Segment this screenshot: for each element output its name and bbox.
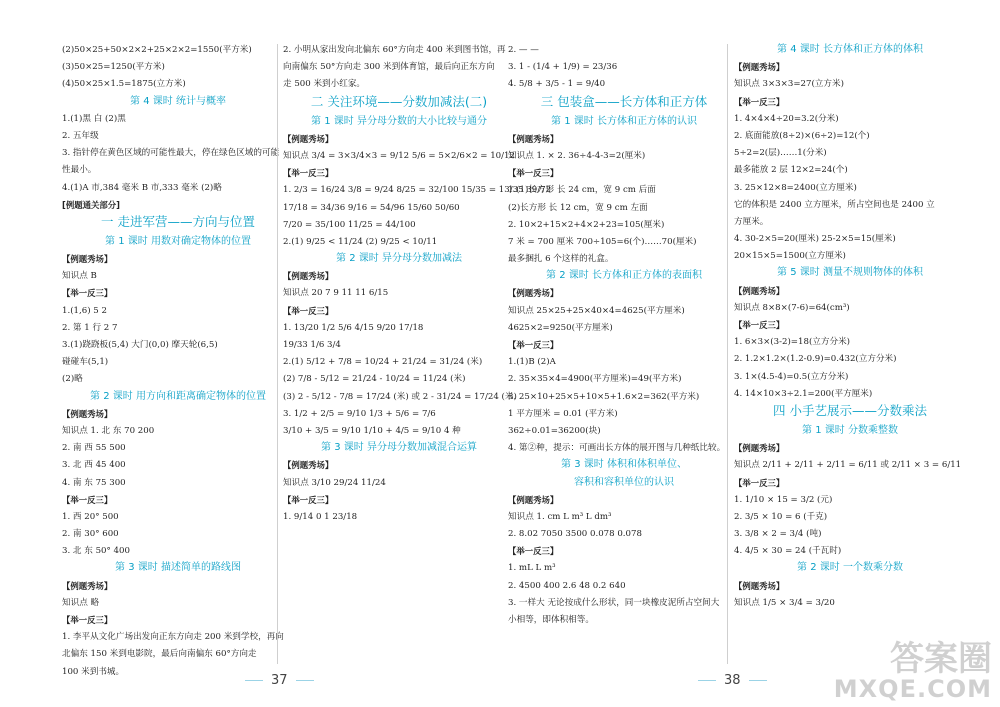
answer-line: 知识点 3/4 = 3×3/4×3 = 9/12 5/6 = 5×2/6×2 = 10/12: [283, 150, 515, 161]
answer-line: 知识点 1. cm L m³ L dm³: [508, 511, 612, 522]
answer-line: 2. 1.2×1.2×(1.2-0.9)=0.432(立方分米): [734, 354, 897, 365]
section-tag: 【例题秀场】: [283, 460, 334, 471]
answer-line: 100 米到书城。: [62, 666, 125, 677]
answer-line: 5÷2=2(层)……1(分米): [734, 148, 827, 159]
answer-line: 4. 4/5 × 30 = 24 (千瓦时): [734, 546, 842, 557]
answer-line: 2. 小明从家出发向北偏东 60°方向走 400 米到图书馆，再: [283, 45, 506, 55]
answer-line: 2. 4500 400 2.6 48 0.2 640: [508, 580, 626, 591]
answer-line: 走 500 米到小红家。: [283, 79, 366, 90]
answer-line: 它的体积是 2400 立方厘米，所占空间也是 2400 立: [734, 199, 935, 210]
answer-line: 19/33 1/6 3/4: [283, 340, 341, 350]
answer-line: 2. 南 西 55 500: [62, 443, 126, 454]
section-heading: 容积和容积单位的认识: [574, 476, 674, 488]
answer-line: 4625×2=9250(平方厘米): [508, 322, 613, 333]
page-number-right: 38: [690, 675, 775, 687]
answer-line: 1. 4×4×4÷20=3.2(分米): [734, 113, 839, 124]
answer-line: 3. 北 东 50° 400: [62, 546, 130, 557]
answer-line: 1.(1)B (2)A: [508, 357, 556, 368]
section-tag: 【例题秀场】: [734, 285, 785, 296]
section-tag: 【举一反三】: [283, 168, 334, 179]
column-divider: [727, 44, 728, 664]
answer-line: 碰碰车(5,1): [62, 357, 109, 368]
section-heading: 第 1 课时 用数对确定物体的位置: [105, 235, 251, 247]
answer-line: 1.(1)黑 白 (2)黑: [62, 113, 126, 124]
answer-line: 3. 1 - (1/4 + 1/9) = 23/36: [508, 62, 618, 73]
answer-line: (4)50×25×1.5=1875(立方米): [62, 79, 186, 90]
section-tag: 【例题秀场】: [734, 62, 785, 73]
page-number-left: 37: [237, 675, 322, 687]
answer-line: 1. 13/20 1/2 5/6 4/15 9/20 17/18: [283, 322, 424, 333]
section-tag: 【举一反三】: [734, 96, 785, 107]
section-heading: 四 小手艺展示——分数乘法: [773, 402, 927, 418]
answer-line: 3/10 + 3/5 = 9/10 1/10 + 4/5 = 9/10 4 种: [283, 425, 461, 436]
answer-line: (2) 7/8 - 5/12 = 21/24 - 10/24 = 11/24 (米): [283, 374, 466, 385]
answer-line: 2. 8.02 7050 3500 0.078 0.078: [508, 529, 642, 540]
answer-line: 1.(1)长方形 长 24 cm，宽 9 cm 后面: [508, 185, 656, 196]
section-heading: 三 包装盒——长方体和正方体: [540, 93, 708, 109]
section-tag: 【举一反三】: [508, 168, 559, 179]
watermark-logo: [834, 641, 992, 701]
answer-line: (2)略: [62, 374, 83, 385]
section-tag: 【例题秀场】: [62, 408, 113, 419]
section-heading: 第 2 课时 一个数乘分数: [797, 562, 903, 574]
section-tag: 【举一反三】: [62, 615, 113, 625]
answer-line: 知识点 1/5 × 3/4 = 3/20: [734, 597, 835, 608]
section-heading: 第 1 课时 长方体和正方体的认识: [551, 115, 697, 127]
answer-line: 知识点 3×3×3=27(立方米): [734, 79, 844, 90]
section-tag: 【举一反三】: [283, 494, 334, 505]
answer-line: (2)50×25+50×2×2+25×2×2=1550(平方米): [62, 45, 252, 55]
answer-line: 知识点 略: [62, 597, 100, 608]
answer-line: 知识点 1. 北 东 70 200: [62, 425, 155, 436]
answer-line: 3. 北 西 45 400: [62, 460, 126, 471]
answer-line: 知识点 2/11 + 2/11 + 2/11 = 6/11 或 2/11 × 3 = 6/11: [734, 460, 962, 471]
column-1: [62, 44, 294, 683]
answer-line: 1 平方厘米 = 0.01 (平方米): [508, 408, 618, 419]
answer-line: 4. 5/8 + 3/5 - 1 = 9/40: [508, 79, 606, 90]
answer-line: 2. — —: [508, 45, 539, 55]
answer-line: 2. 五年级: [62, 130, 99, 141]
answer-line: 20×15×5=1500(立方厘米): [734, 251, 846, 262]
answer-line: 1. 2/3 = 16/24 3/8 = 9/24 8/25 = 32/100 15/35 = 13/35 39/72: [283, 185, 552, 196]
section-heading: 第 3 课时 体积和体积单位、: [561, 459, 687, 471]
answer-line: 3. 指针停在黄色区域的可能性最大，停在绿色区域的可能: [62, 148, 280, 159]
answer-line: 1.(1,6) 5 2: [62, 305, 107, 316]
section-tag: 【举一反三】: [62, 288, 113, 299]
answer-line: 3. 25×12×8=2400(立方厘米): [734, 182, 857, 193]
section-heading: 第 4 课时 长方体和正方体的体积: [777, 44, 923, 55]
answer-line: 2.(1) 9/25 < 11/24 (2) 9/25 < 10/11: [283, 236, 438, 247]
section-tag: 【举一反三】: [508, 340, 559, 350]
answer-line: 4. 第②种，提示：可画出长方体的展开图与几种纸比较。: [508, 443, 726, 454]
section-tag: 【例题秀场】: [62, 254, 113, 265]
section-heading: 二 关注环境——分数加减法(二): [310, 93, 488, 109]
answer-line: 4. 30-2×5=20(厘米) 25-2×5=15(厘米): [734, 234, 896, 245]
section-heading: 第 1 课时 异分母分数的大小比较与通分: [311, 115, 487, 127]
answer-line: (3)50×25=1250(平方米): [62, 62, 165, 73]
answer-line: 知识点 3/10 29/24 11/24: [283, 477, 386, 488]
section-tag: 【例题秀场】: [283, 271, 334, 282]
answer-line: 3. 一样大 无论按成什么形状，同一块橡皮泥所占空间大: [508, 597, 720, 608]
section-tag: 【举一反三】: [734, 320, 785, 330]
answer-line: 3. 25×10+25×5+10×5+1.6×2=362(平方米): [508, 391, 700, 402]
answer-line: 1. 西 20° 500: [62, 511, 119, 522]
answer-line: 北偏东 150 米到电影院，最后向南偏东 60°方向走: [62, 649, 257, 660]
answer-line: 性最小。: [62, 165, 97, 176]
answer-line: 3. 3/8 × 2 = 3/4 (吨): [734, 529, 822, 540]
answer-line: 小相等，即体积相等。: [508, 615, 594, 625]
answer-line: 1. 9/14 0 1 23/18: [283, 511, 358, 522]
section-heading: 第 5 课时 测量不规则物体的体积: [777, 267, 923, 279]
answer-line: 2. 底面能放(8÷2)×(6÷2)=12(个): [734, 130, 870, 141]
answer-line: 3. 1/2 + 2/5 = 9/10 1/3 + 5/6 = 7/6: [283, 408, 436, 419]
answer-line: 7/20 = 35/100 11/25 = 44/100: [283, 219, 416, 230]
section-tag: 【例题秀场】: [508, 133, 559, 144]
answer-line: 2. 10×2+15×2+4×2+23=105(厘米): [508, 219, 665, 230]
answer-line: 1. 6×3×(3-2)=18(立方分米): [734, 337, 851, 348]
watermark-line-2: MXQE.COM: [833, 675, 992, 703]
section-tag: 【例题秀场】: [508, 494, 559, 505]
answer-line: 1. 李平从文化广场出发向正东方向走 200 米到学校，再向: [62, 632, 284, 643]
answer-line: 4.(1)A 市,384 毫米 B 市,333 毫米 (2)略: [62, 182, 222, 193]
answer-line: 3.(1)跷跷板(5,4) 大门(0,0) 摩天轮(6,5): [62, 340, 218, 350]
section-tag: 【例题秀场】: [62, 580, 113, 591]
column-3: [508, 44, 740, 631]
answer-line: 4. 南 东 75 300: [62, 477, 126, 488]
answer-line: 2.(1) 5/12 + 7/8 = 10/24 + 21/24 = 31/24 (米): [283, 357, 483, 368]
section-tag: 【例题秀场】: [734, 580, 785, 591]
column-divider: [277, 44, 278, 664]
answer-line: (2)长方形 长 12 cm，宽 9 cm 左面: [508, 202, 648, 213]
column-4: [734, 44, 966, 614]
section-heading: 第 4 课时 统计与概率: [130, 95, 226, 107]
answer-line: 知识点 20 7 9 11 11 6/15: [283, 288, 389, 299]
answer-line: 方厘米。: [734, 216, 769, 227]
section-tag: 【举一反三】: [62, 494, 113, 505]
answer-line: 2. 3/5 × 10 = 6 (千克): [734, 511, 828, 522]
section-heading: 第 1 课时 分数乘整数: [802, 424, 898, 436]
answer-line: 4. 14×10×3÷2.1=200(平方厘米): [734, 388, 873, 399]
watermark-line-1: 答案圈: [890, 639, 992, 679]
answer-line: 362÷0.01=36200(块): [508, 425, 601, 436]
section-heading: 第 2 课时 长方体和正方体的表面积: [546, 270, 702, 282]
section-heading: 第 2 课时 异分母分数加减法: [336, 253, 462, 265]
section-tag: 【举一反三】: [508, 546, 559, 557]
answer-line: 最多能放 2 层 12×2=24(个): [734, 165, 848, 176]
answer-line: 1. 1/10 × 15 = 3/2 (元): [734, 494, 833, 505]
answer-line: 17/18 = 34/36 9/16 = 54/96 15/60 50/60: [283, 202, 460, 213]
answer-line: 知识点 B: [62, 271, 97, 282]
answer-line: 知识点 25×25+25×40×4=4625(平方厘米): [508, 305, 685, 316]
section-heading: 一 走进军营——方向与位置: [101, 213, 255, 229]
section-heading: 第 3 课时 描述简单的路线图: [115, 562, 241, 574]
answer-line: 知识点 8×8×(7-6)=64(cm³): [734, 302, 850, 313]
answer-line: 最多捆扎 6 个这样的礼盒。: [508, 254, 614, 265]
section-tag: 【举一反三】: [734, 477, 785, 488]
answer-line: 2. 第 1 行 2 7: [62, 322, 118, 333]
section-tag: 【例题秀场】: [508, 288, 559, 299]
section-tag: 【例题秀场】: [283, 133, 334, 144]
answer-line: 7 米 = 700 厘米 700÷105=6(个)……70(厘米): [508, 236, 697, 247]
answer-line: 3. 1×(4.5-4)=0.5(立方分米): [734, 371, 849, 382]
section-tag: 【例题秀场】: [734, 443, 785, 454]
section-heading: 第 2 课时 用方向和距离确定物体的位置: [90, 390, 266, 402]
answer-line: 2. 35×35×4=4900(平方厘米)=49(平方米): [508, 374, 682, 385]
answer-line: 知识点 1. × 2. 36÷4-4-3=2(厘米): [508, 150, 646, 161]
section-tag: 【举一反三】: [283, 305, 334, 316]
answer-line: 2. 南 30° 600: [62, 529, 119, 540]
answer-line: (3) 2 - 5/12 - 7/8 = 17/24 (米) 或 2 - 31/24 = 17/24 (米): [283, 391, 517, 402]
answer-line: 1. mL L m³: [508, 563, 556, 574]
answer-line: 向南偏东 50°方向走 300 米到体育馆，最后向正东方向: [283, 62, 495, 73]
section-heading: 第 3 课时 异分母分数加减混合运算: [321, 442, 477, 454]
section-tag: [例题通关部分]: [62, 199, 120, 210]
